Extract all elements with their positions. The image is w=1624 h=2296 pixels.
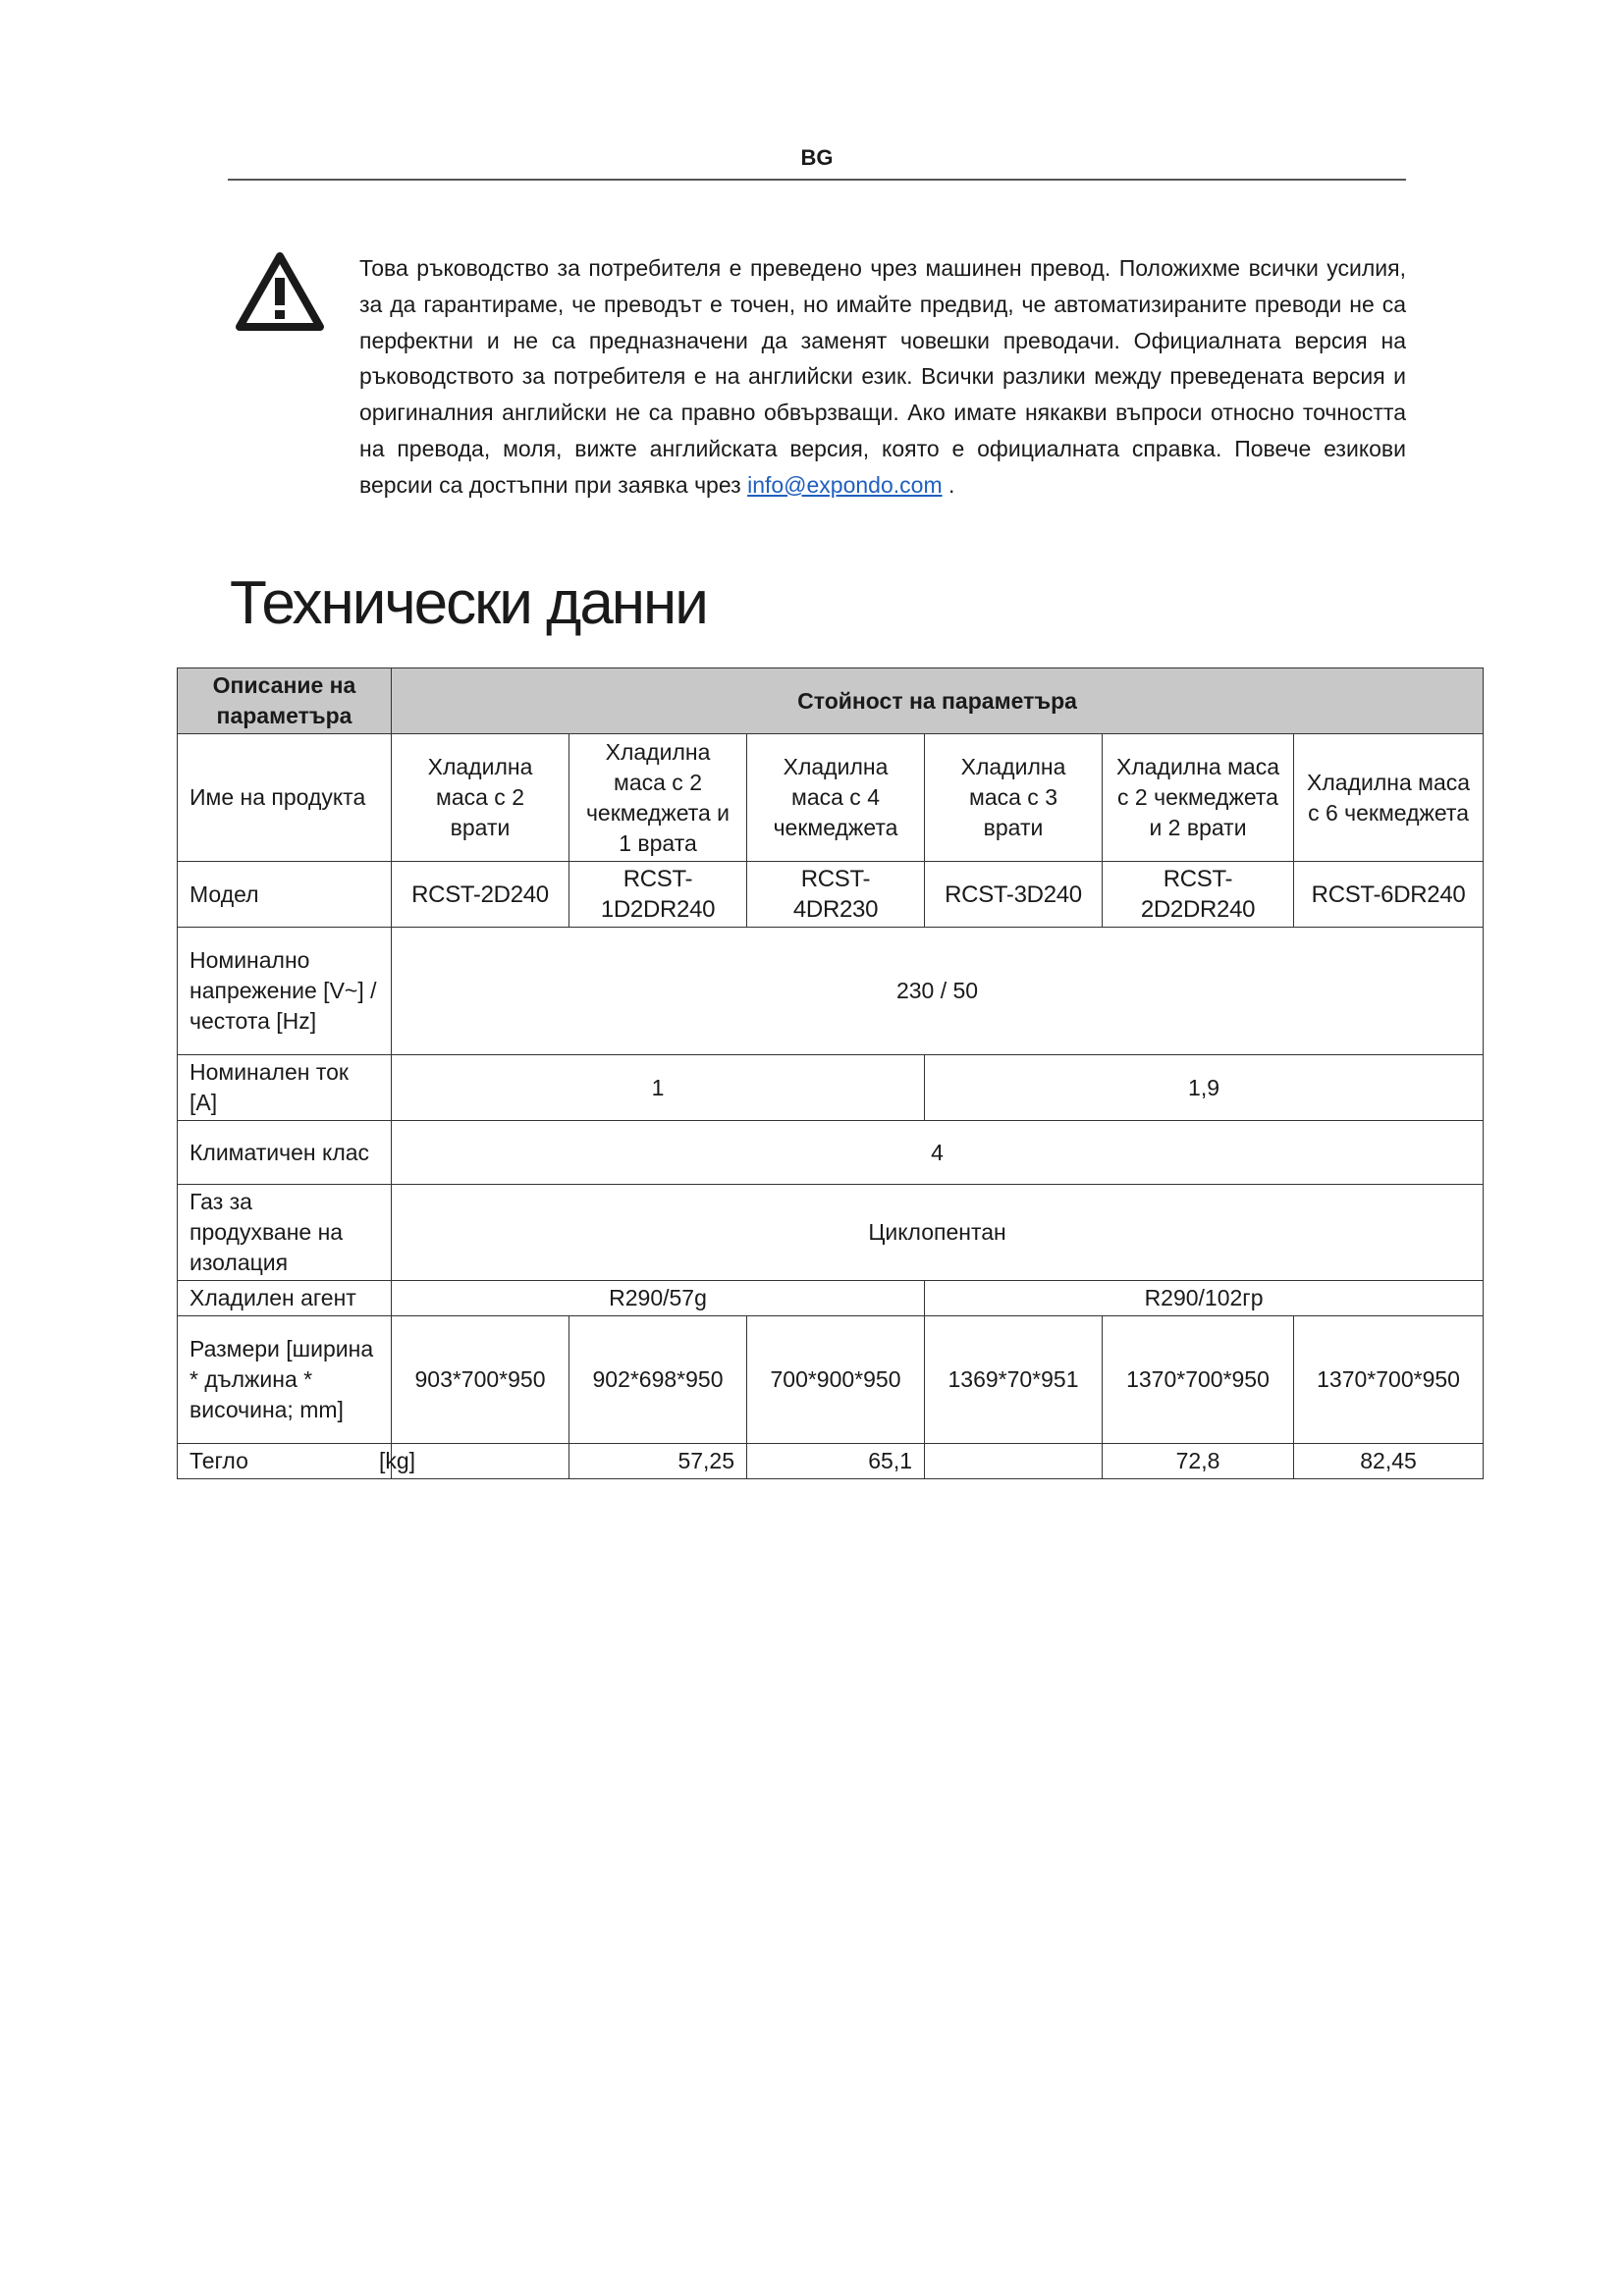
notice-body: Това ръководство за потребителя е преведено чрез машинен превод. Положихме всички усилия, за да гарантираме, че преводът е точен, но имайте предвид, че автоматизираните преводи не са перфектни и не са предназначени да заменят човешки преводачи. Официалната версия на ръководството за потребителя е на английски език. Всички разлики между преведената версия и оригиналния английски не са правно обвързващи. Ако имате някакви въпроси относно точността на превода, моля, вижте английската версия, която е официалната справка. Повече езикови версии са достъпни при заявка чрез [359, 255, 1406, 498]
row-label: Размери [ширина * дължина * височина; mm] [178, 1316, 392, 1444]
cell-value: RCST-2D2DR240 [1103, 862, 1294, 928]
technical-data-table [177, 667, 1484, 1479]
row-refrigerant [178, 1281, 1484, 1316]
row-label [178, 1444, 416, 1479]
row-dimensions [178, 1316, 1484, 1444]
cell-value: RCST-1D2DR240 [569, 862, 747, 928]
cell-value: 1369*70*951 [925, 1316, 1103, 1444]
section-title: Технически данни [230, 569, 707, 637]
cell-value: 1370*700*950 [1294, 1316, 1484, 1444]
cell-value: 82,45 [1294, 1444, 1484, 1479]
weight-label: Тегло [189, 1448, 248, 1473]
row-label: Модел [178, 862, 392, 928]
contact-email-link[interactable]: info@expondo.com [747, 471, 943, 498]
table-header-row [178, 668, 1484, 734]
cell-value: R290/102гр [925, 1281, 1484, 1316]
cell-value: R290/57g [392, 1281, 925, 1316]
weight-unit: [kg] [379, 1448, 416, 1473]
row-insulation-gas [178, 1185, 1484, 1281]
row-label: Номинално напрежение [V~] / честота [Hz] [178, 928, 392, 1055]
cell-value: RCST-2D240 [392, 862, 569, 928]
cell-value: 57,25 [569, 1444, 747, 1479]
cell-value: 903*700*950 [392, 1316, 569, 1444]
cell-value: Циклопентан [392, 1185, 1484, 1281]
warning-triangle-icon [236, 250, 324, 331]
notice-paragraph [359, 250, 1406, 504]
cell-value: 1,9 [925, 1055, 1484, 1121]
header-value: Стойност на параметъра [392, 668, 1484, 734]
cell-value: 230 / 50 [392, 928, 1484, 1055]
row-current [178, 1055, 1484, 1121]
row-weight [178, 1444, 1484, 1479]
row-model [178, 862, 1484, 928]
page-header-lang: BG [228, 145, 1406, 181]
row-label: Газ за продухване на изолация [178, 1185, 392, 1281]
cell-value: 72,8 [1103, 1444, 1294, 1479]
row-label: Име на продукта [178, 734, 392, 862]
cell-value: Хладилна маса с 2 врати [392, 734, 569, 862]
cell-value: 1 [392, 1055, 925, 1121]
cell-value: Хладилна маса с 3 врати [925, 734, 1103, 862]
cell-value: 902*698*950 [569, 1316, 747, 1444]
cell-value: RCST-4DR230 [747, 862, 925, 928]
cell-value: 4 [392, 1121, 1484, 1185]
cell-value: 1370*700*950 [1103, 1316, 1294, 1444]
row-label: Хладилен агент [178, 1281, 392, 1316]
cell-value: Хладилна маса с 4 чекмеджета [747, 734, 925, 862]
notice-tail: . [942, 471, 955, 498]
row-product-name [178, 734, 1484, 862]
header-parameter: Описание на параметъра [178, 668, 392, 734]
cell-value: Хладилна маса с 2 чекмеджета и 2 врати [1103, 734, 1294, 862]
cell-value: 65,1 [747, 1444, 925, 1479]
cell-value: Хладилна маса с 2 чекмеджета и 1 врата [569, 734, 747, 862]
row-label: Номинален ток [A] [178, 1055, 392, 1121]
cell-value: RCST-6DR240 [1294, 862, 1484, 928]
cell-value [925, 1444, 1103, 1479]
row-voltage [178, 928, 1484, 1055]
cell-value [392, 1444, 569, 1479]
cell-value: RCST-3D240 [925, 862, 1103, 928]
row-climate-class [178, 1121, 1484, 1185]
cell-value: Хладилна маса с 6 чекмеджета [1294, 734, 1484, 862]
row-label: Климатичен клас [178, 1121, 392, 1185]
cell-value: 700*900*950 [747, 1316, 925, 1444]
